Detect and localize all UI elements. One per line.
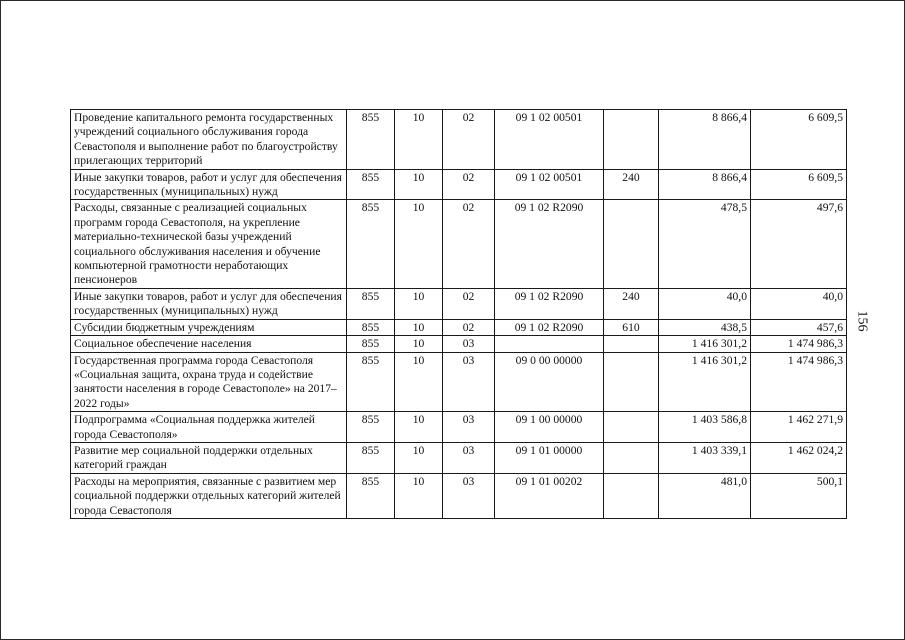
target-article-cell: 09 1 01 00000	[495, 442, 604, 473]
table-row	[71, 473, 847, 518]
subsection-code-cell: 02	[443, 200, 495, 288]
subsection-code-cell: 03	[443, 473, 495, 518]
row-name-cell: Социальное обеспечение населения	[71, 336, 347, 352]
target-article-cell: 09 1 01 00202	[495, 473, 604, 518]
expense-type-cell: 240	[604, 288, 659, 319]
row-name-cell: Развитие мер социальной поддержки отдельных категорий граждан	[71, 442, 347, 473]
row-name-cell: Иные закупки товаров, работ и услуг для обеспечения государственных (муниципальных) нужд	[71, 288, 347, 319]
subsection-code-cell: 03	[443, 442, 495, 473]
ministry-code-cell: 855	[347, 412, 395, 443]
expense-type-cell	[604, 473, 659, 518]
section-code-cell: 10	[395, 412, 443, 443]
expense-type-cell	[604, 352, 659, 412]
table-body	[71, 110, 847, 519]
ministry-code-cell: 855	[347, 319, 395, 335]
amount-year1-cell: 438,5	[659, 319, 751, 335]
target-article-cell: 09 1 00 00000	[495, 412, 604, 443]
table-row	[71, 442, 847, 473]
target-article-cell	[495, 336, 604, 352]
subsection-code-cell: 02	[443, 288, 495, 319]
amount-year2-cell: 1 474 986,3	[751, 352, 847, 412]
expense-type-cell	[604, 200, 659, 288]
expense-type-cell	[604, 336, 659, 352]
amount-year2-cell: 1 474 986,3	[751, 336, 847, 352]
section-code-cell: 10	[395, 169, 443, 200]
amount-year2-cell: 497,6	[751, 200, 847, 288]
ministry-code-cell: 855	[347, 336, 395, 352]
subsection-code-cell: 03	[443, 336, 495, 352]
section-code-cell: 10	[395, 352, 443, 412]
ministry-code-cell: 855	[347, 352, 395, 412]
amount-year1-cell: 478,5	[659, 200, 751, 288]
table-row	[71, 336, 847, 352]
page-number: 156	[854, 310, 870, 332]
table-row	[71, 169, 847, 200]
table-row	[71, 288, 847, 319]
ministry-code-cell: 855	[347, 442, 395, 473]
amount-year1-cell: 8 866,4	[659, 169, 751, 200]
subsection-code-cell: 02	[443, 319, 495, 335]
section-code-cell: 10	[395, 288, 443, 319]
expense-type-cell	[604, 412, 659, 443]
subsection-code-cell: 02	[443, 110, 495, 170]
section-code-cell: 10	[395, 442, 443, 473]
target-article-cell: 09 1 02 R2090	[495, 200, 604, 288]
amount-year2-cell: 6 609,5	[751, 169, 847, 200]
target-article-cell: 09 1 02 00501	[495, 169, 604, 200]
amount-year2-cell: 1 462 271,9	[751, 412, 847, 443]
ministry-code-cell: 855	[347, 473, 395, 518]
amount-year2-cell: 457,6	[751, 319, 847, 335]
row-name-cell: Подпрограмма «Социальная поддержка жителей города Севастополя»	[71, 412, 347, 443]
amount-year1-cell: 40,0	[659, 288, 751, 319]
amount-year1-cell: 481,0	[659, 473, 751, 518]
section-code-cell: 10	[395, 319, 443, 335]
expense-type-cell	[604, 442, 659, 473]
target-article-cell: 09 0 00 00000	[495, 352, 604, 412]
amount-year1-cell: 1 403 339,1	[659, 442, 751, 473]
amount-year1-cell: 8 866,4	[659, 110, 751, 170]
section-code-cell: 10	[395, 200, 443, 288]
amount-year2-cell: 1 462 024,2	[751, 442, 847, 473]
row-name-cell: Иные закупки товаров, работ и услуг для обеспечения государственных (муниципальных) нужд	[71, 169, 347, 200]
table-row	[71, 110, 847, 170]
row-name-cell: Расходы, связанные с реализацией социальных программ города Севастополя, на укрепление материально-технической базы учреждений социального обслуживания населения и обучение компьютерной грамотности неработающих пенсионеров	[71, 200, 347, 288]
subsection-code-cell: 03	[443, 352, 495, 412]
table-row	[71, 352, 847, 412]
expense-type-cell: 610	[604, 319, 659, 335]
target-article-cell: 09 1 02 R2090	[495, 288, 604, 319]
subsection-code-cell: 03	[443, 412, 495, 443]
amount-year1-cell: 1 416 301,2	[659, 336, 751, 352]
ministry-code-cell: 855	[347, 169, 395, 200]
ministry-code-cell: 855	[347, 110, 395, 170]
target-article-cell: 09 1 02 00501	[495, 110, 604, 170]
table-row	[71, 412, 847, 443]
ministry-code-cell: 855	[347, 200, 395, 288]
section-code-cell: 10	[395, 473, 443, 518]
amount-year2-cell: 40,0	[751, 288, 847, 319]
target-article-cell: 09 1 02 R2090	[495, 319, 604, 335]
ministry-code-cell: 855	[347, 288, 395, 319]
amount-year1-cell: 1 416 301,2	[659, 352, 751, 412]
table-row	[71, 200, 847, 288]
amount-year2-cell: 6 609,5	[751, 110, 847, 170]
subsection-code-cell: 02	[443, 169, 495, 200]
expense-type-cell: 240	[604, 169, 659, 200]
section-code-cell: 10	[395, 110, 443, 170]
section-code-cell: 10	[395, 336, 443, 352]
budget-table	[70, 109, 847, 519]
row-name-cell: Государственная программа города Севастополя «Социальная защита, охрана труда и содействие занятости населения в городе Севастополе» на 2017–2022 годы»	[71, 352, 347, 412]
row-name-cell: Субсидии бюджетным учреждениям	[71, 319, 347, 335]
expense-type-cell	[604, 110, 659, 170]
row-name-cell: Расходы на мероприятия, связанные с развитием мер социальной поддержки отдельных категорий жителей города Севастополя	[71, 473, 347, 518]
row-name-cell: Проведение капитального ремонта государственных учреждений социального обслуживания города Севастополя и выполнение работ по благоустройству прилегающих территорий	[71, 110, 347, 170]
table-row	[71, 319, 847, 335]
amount-year1-cell: 1 403 586,8	[659, 412, 751, 443]
amount-year2-cell: 500,1	[751, 473, 847, 518]
